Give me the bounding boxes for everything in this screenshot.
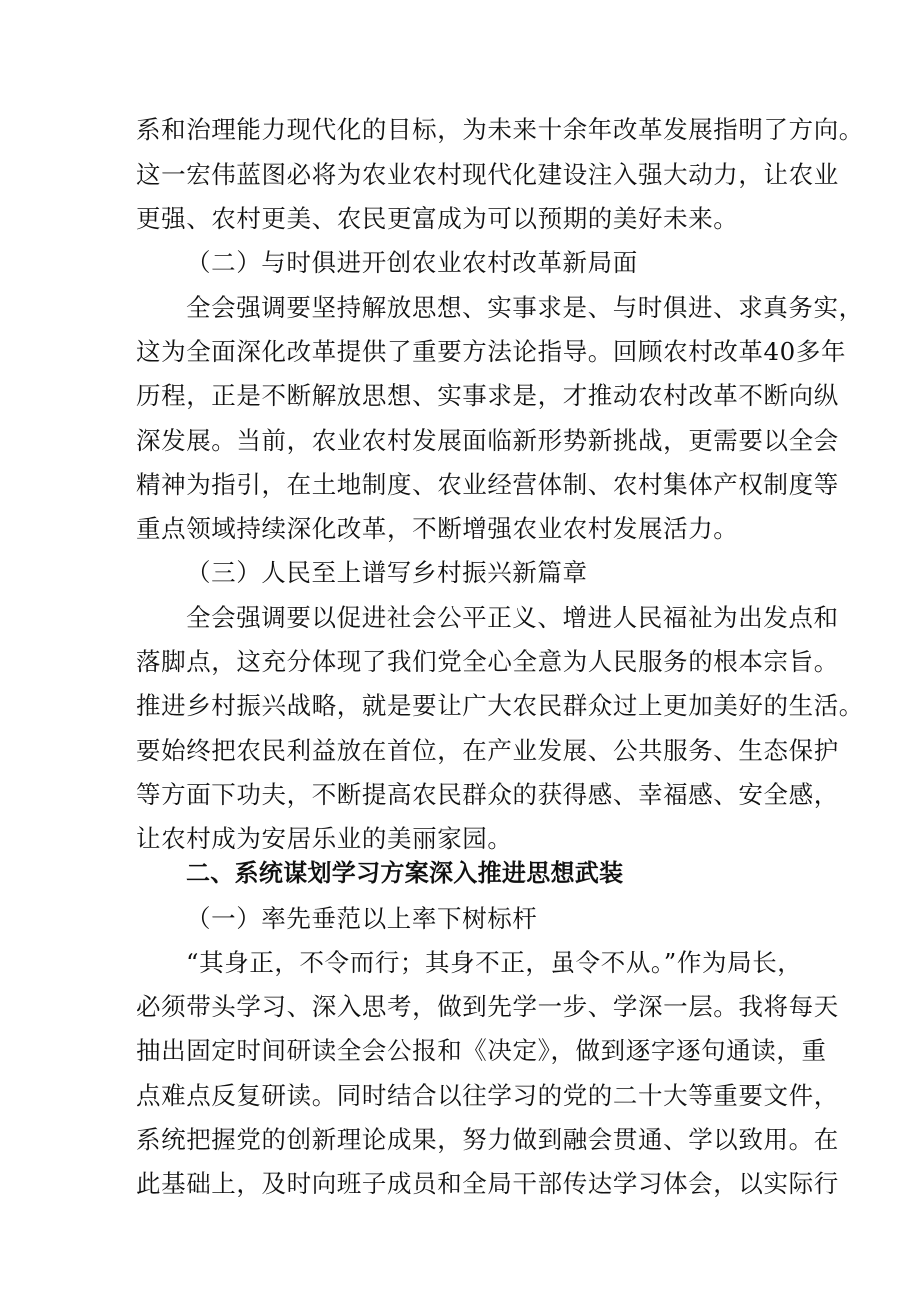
body-text-line: 重点领域持续深化改革，不断增强农业农村发展活力。 [136, 514, 739, 543]
body-text-line: 深发展。当前，农业农村发展面临新形势新挑战，更需要以全会 [136, 426, 839, 455]
body-text-line: 点难点反复研读。同时结合以往学习的党的二十大等重要文件， [136, 1081, 839, 1110]
section-heading: 二、系统谋划学习方案深入推进思想武装 [186, 859, 624, 887]
body-text-line: 让农村成为安居乐业的美丽家园。 [136, 824, 513, 853]
body-text-line: 要始终把农民利益放在首位，在产业发展、公共服务、生态保护 [136, 736, 839, 765]
body-text-line: 这一宏伟蓝图必将为农业农村现代化建设注入强大动力，让农业 [136, 160, 839, 189]
body-text-line: 系和治理能力现代化的目标，为未来十余年改革发展指明了方向。 [136, 115, 864, 144]
body-text-line: 更强、农村更美、农民更富成为可以预期的美好未来。 [136, 204, 739, 233]
body-text-line: 系统把握党的创新理论成果，努力做到融会贯通、学以致用。在 [136, 1125, 839, 1154]
subheading: （一）率先垂范以上率下树标杆 [186, 904, 538, 933]
body-text-line: 全会强调要以促进社会公平正义、增进人民福祉为出发点和 [186, 603, 839, 632]
body-text-line: 必须带头学习、深入思考，做到先学一步、学深一层。我将每天 [136, 992, 839, 1021]
body-text-line: 全会强调要坚持解放思想、实事求是、与时俱进、求真务实， [186, 293, 864, 322]
body-text-line: 抽出固定时间研读全会公报和《决定》，做到逐字逐句通读，重 [136, 1036, 827, 1065]
body-text-line: 历程，正是不断解放思想、实事求是，才推动农村改革不断向纵 [136, 381, 839, 410]
body-text-line: 等方面下功夫，不断提高农民群众的获得感、幸福感、安全感， [136, 780, 839, 809]
body-text-line: “其身正，不令而行；其身不正，虽令不从。”作为局长， [186, 948, 803, 977]
subheading: （二）与时俱进开创农业农村改革新局面 [186, 248, 638, 277]
body-text-line: 此基础上，及时向班子成员和全局干部传达学习体会，以实际行 [136, 1169, 839, 1198]
body-text-line: 精神为指引，在土地制度、农业经营体制、农村集体产权制度等 [136, 470, 839, 499]
body-text-line: 推进乡村振兴战略，就是要让广大农民群众过上更加美好的生活。 [136, 691, 864, 720]
body-text-line: 落脚点，这充分体现了我们党全心全意为人民服务的根本宗旨。 [136, 647, 839, 676]
body-text-line: 这为全面深化改革提供了重要方法论指导。回顾农村改革40多年 [136, 337, 847, 366]
subheading: （三）人民至上谱写乡村振兴新篇章 [186, 558, 588, 587]
